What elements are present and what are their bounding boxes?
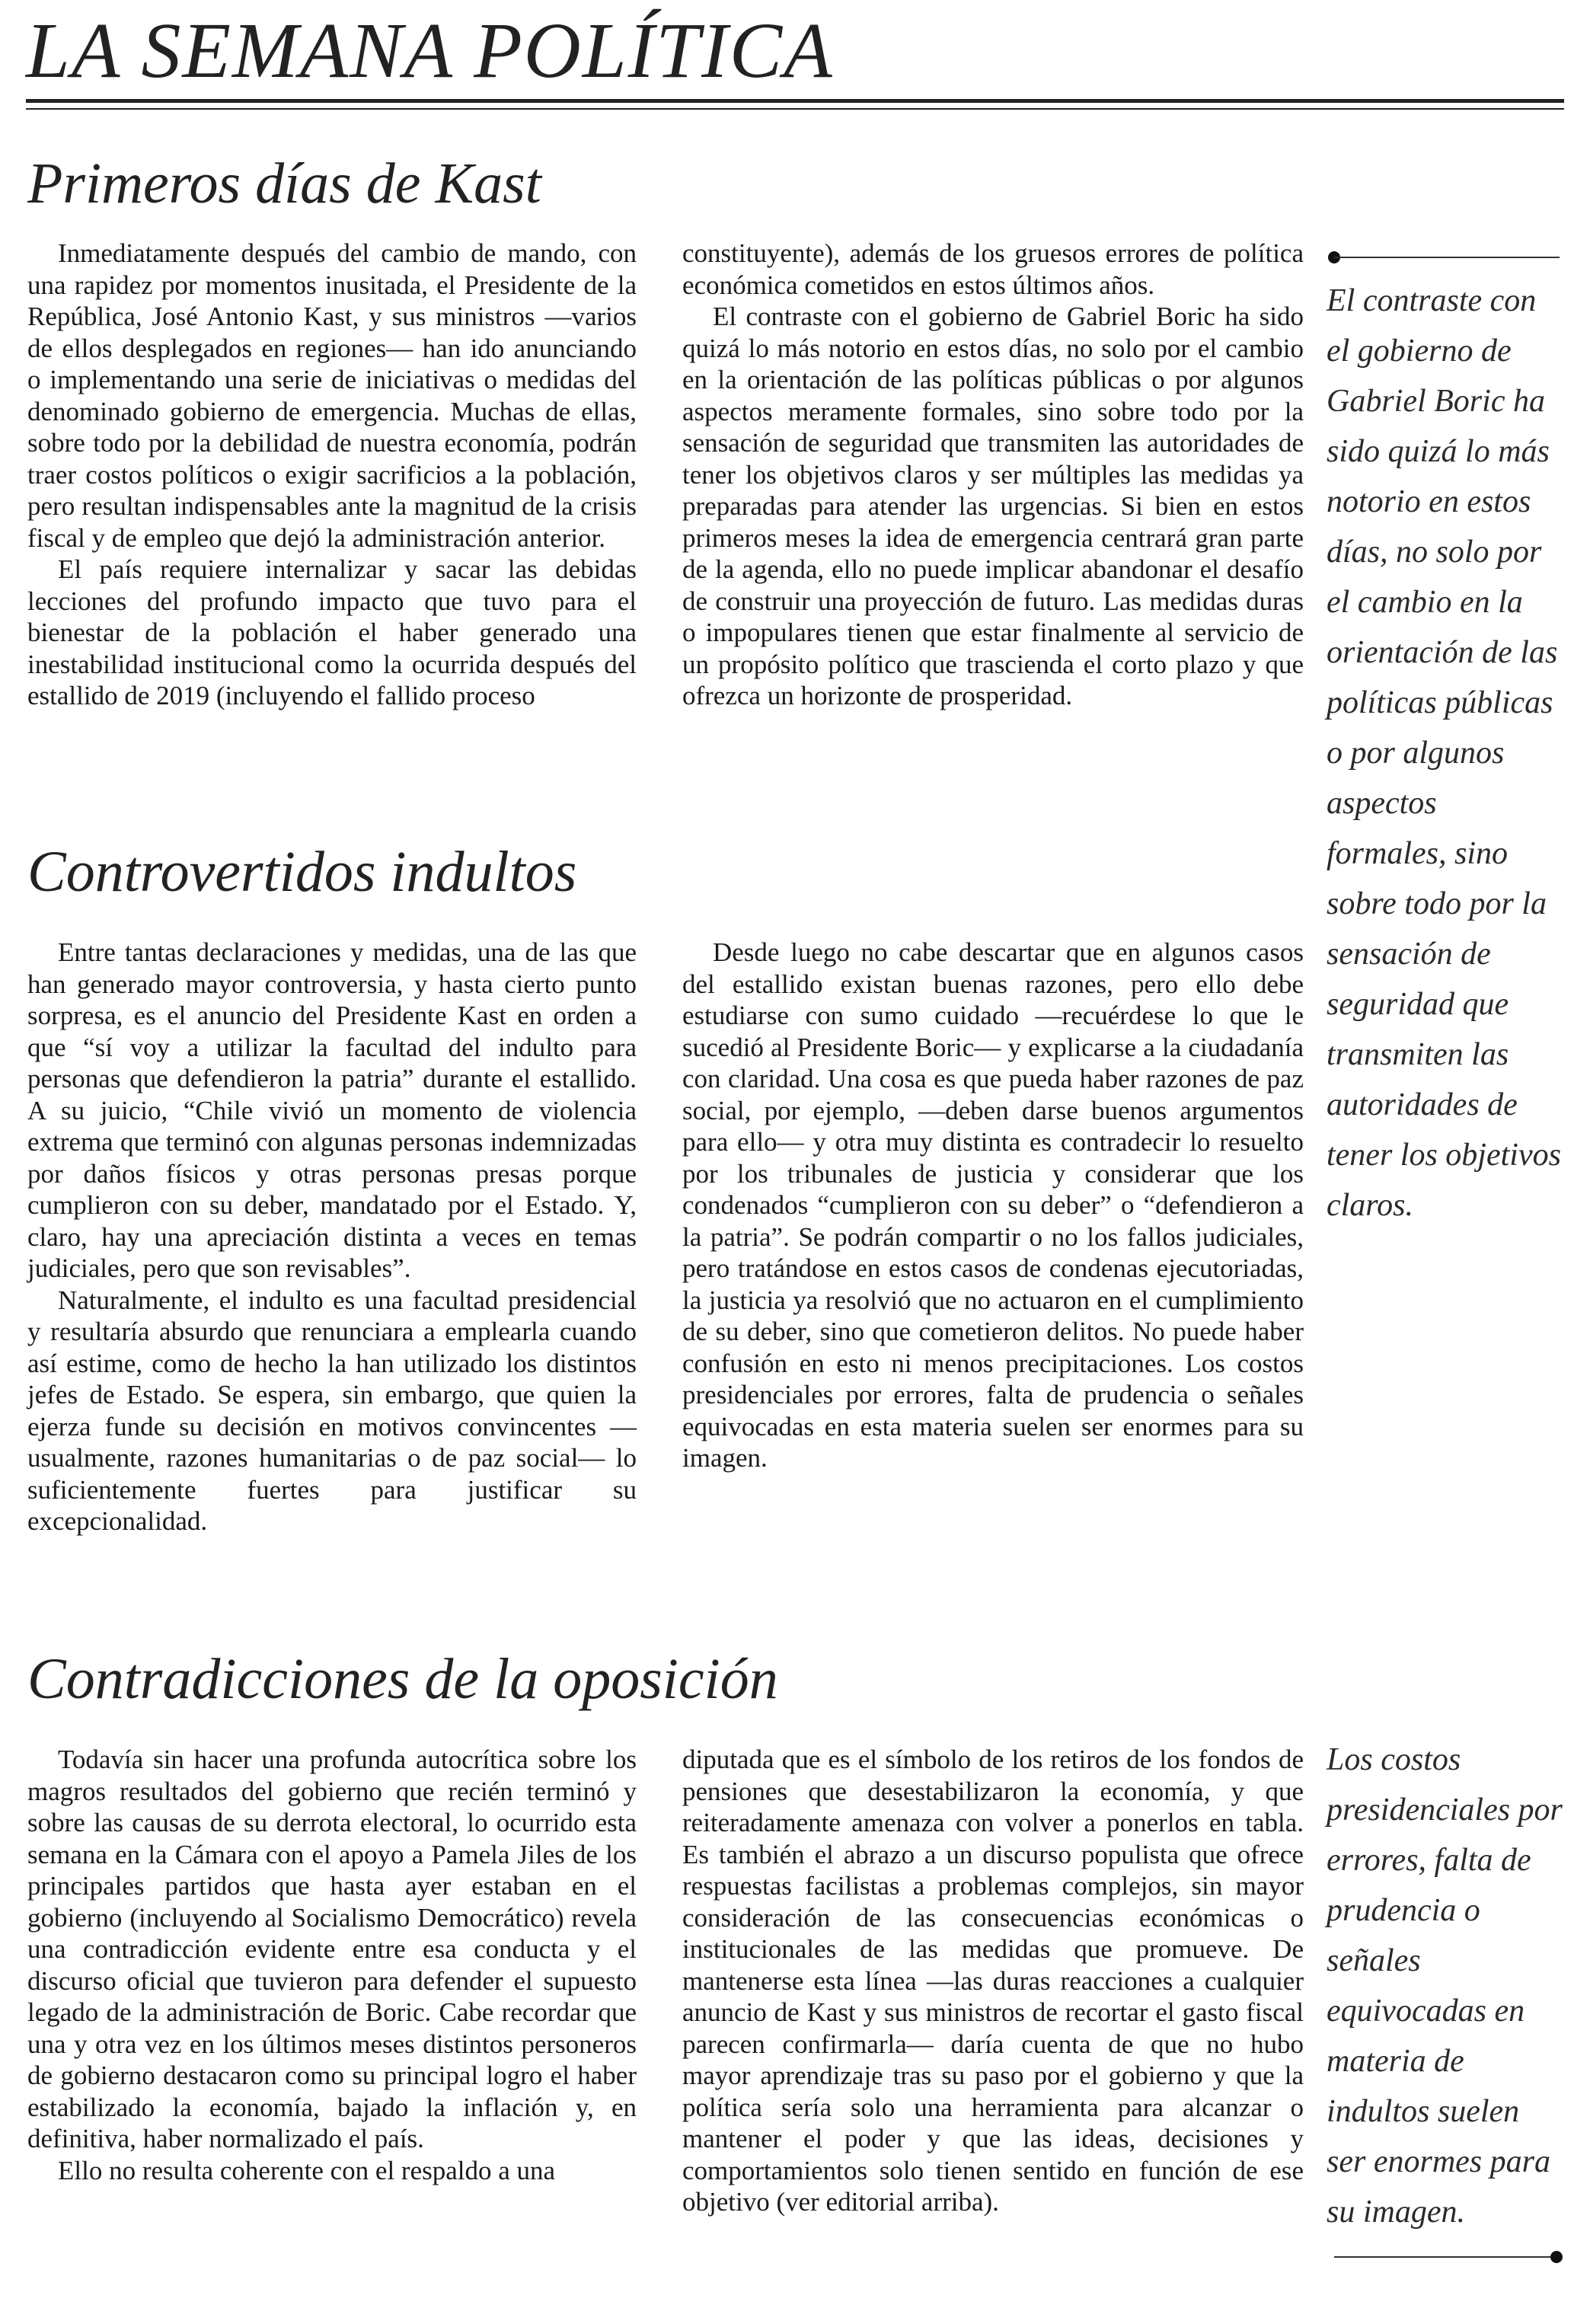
- section3-column-2: [682, 1744, 1304, 2218]
- pull-quote-1: El contraste con el gobierno de Gabriel Boric ha sido quizá lo más notorio en estos días, no solo por el cambio en la orientación de las políticas públicas o por algunos aspectos formales, sino sobre todo por la sensación de seguridad que transmiten las autoridades de tener los objetivos claros.: [1327, 283, 1561, 1223]
- paragraph: Ello no resulta coherente con el respaldo a una: [58, 2155, 556, 2185]
- paragraph: constituyente), además de los gruesos errores de política económica cometidos en estos últimos años.: [682, 238, 1304, 300]
- pull-quote-rule: [1334, 257, 1560, 258]
- section2-column-1: [27, 937, 637, 1537]
- section3-column-1: [27, 1744, 637, 2186]
- paragraph: El contraste con el gobierno de Gabriel Boric ha sido quizá lo más notorio en estos días, no solo por el cambio en la orientación de las políticas públicas o por algunos aspectos meramente formales, sino sobre todo por la sensación de seguridad que transmiten las autoridades de tener los objetivos claros y ser múltiples las medidas ya preparadas para atender las urgencias. Si bien en estos primeros meses la idea de emergencia centrará gran parte de la agenda, ello no puede implicar abandonar el desafío de construir una proyección de futuro. Las medidas duras o impopulares tienen que estar finalmente al servicio de un propósito político que trascienda el corto plazo y que ofrezca un horizonte de prosperidad.: [682, 302, 1304, 710]
- masthead-title: LA SEMANA POLÍTICA: [26, 7, 834, 94]
- bullet-dot-icon: [1550, 2251, 1563, 2263]
- paragraph: Desde luego no cabe descartar que en algunos casos del estallido existan buenas razones, pero ello debe estudiarse con sumo cuidado —recuérdese lo que le sucedió al Presidente Boric— y explicarse a la ciudadanía con claridad. Una cosa es que pueda haber razones de paz social, por ejemplo, —deben darse buenos argumentos para ello— y otra muy distinta es contradecir lo resuelto por los tribunales de justicia y considerar que los condenados “cumplieron con su deber” o “defendieron a la patria”. Se podrán compartir o no los fallos judiciales, pero tratándose en estos casos de condenas ejecutoriadas, la justicia ya resolvió que no actuaron en el cumplimiento de su deber, sino que cometieron delitos. No puede haber confusión en esto ni menos precipitaciones. Los costos presidenciales por errores, falta de prudencia o señales equivocadas en esta materia suelen ser enormes para su imagen.: [682, 937, 1304, 1473]
- paragraph: Naturalmente, el indulto es una facultad presidencial y resultaría absurdo que renunciara a emplearla cuando así estime, como de hecho la han utilizado los distintos jefes de Estado. Se espera, sin embargo, que quien la ejerza funde su decisión en motivos convincentes —usualmente, razones humanitarias o de paz social— lo suficientemente fuertes para justificar su excepcionalidad.: [27, 1285, 637, 1536]
- paragraph: Entre tantas declaraciones y medidas, una de las que han generado mayor controversia, y hasta cierto punto sorpresa, es el anuncio del Presidente Kast en orden a que “sí voy a utilizar la facultad del indulto para personas que defendieron la patria” durante el estallido. A su juicio, “Chile vivió un momento de violencia extrema que terminó con algunas personas indemnizadas por daños físicos y otras personas presas porque cumplieron con su deber, mandatado por el Estado. Y, claro, hay una apreciación distinta a veces en temas judiciales, pero que son revisables”.: [27, 937, 637, 1283]
- paragraph: Todavía sin hacer una profunda autocrítica sobre los magros resultados del gobierno que recién terminó y sobre las causas de su derrota electoral, lo ocurrido esta semana en la Cámara con el apoyo a Pamela Jiles de los principales partidos que hasta ayer estaban en el gobierno (incluyendo al Socialismo Democrático) revela una contradicción evidente entre esa conducta y el discurso oficial que tuvieron para defender el supuesto legado de la administración de Boric. Cabe recordar que una y otra vez en los últimos meses distintos personeros de gobierno destacaron como su principal logro el haber estabilizado la economía, bajado la inflación y, en definitiva, haber normalizado el país.: [27, 1745, 637, 2153]
- section2-column-2: [682, 937, 1304, 1474]
- section1-column-1: [27, 238, 637, 712]
- paragraph: Inmediatamente después del cambio de mando, con una rapidez por momentos inusitada, el Presidente de la República, José Antonio Kast, y sus ministros —varios de ellos desplegados en regiones— han ido anunciando o implementando una serie de iniciativas o medidas del denominado gobierno de emergencia. Muchas de ellas, sobre todo por la debilidad de nuestra economía, podrán traer costos políticos o exigir sacrificios a la población, pero resultan indispensables ante la magnitud de la crisis fiscal y de empleo que dejó la administración anterior.: [27, 238, 637, 553]
- masthead-rule-top: [26, 99, 1564, 103]
- paragraph: El país requiere internalizar y sacar las debidas lecciones del profundo impacto que tuvo para el bienestar de la población el haber generado una inestabilidad institucional como la ocurrida después del estallido de 2019 (incluyendo el fallido proceso: [27, 554, 637, 710]
- pull-quote-2: Los costos presidenciales por errores, falta de prudencia o señales equivocadas en materia de indultos suelen ser enormes para su imagen.: [1327, 1742, 1563, 2230]
- masthead-rule-bottom: [26, 108, 1564, 110]
- masthead: [26, 6, 1564, 96]
- section-title-primeros-dias: Primeros días de Kast: [27, 152, 541, 215]
- section-title-controvertidos-indultos: Controvertidos indultos: [27, 840, 577, 904]
- section1-column-2: [682, 238, 1304, 712]
- section-title-contradicciones-oposicion: Contradicciones de la oposición: [27, 1647, 778, 1711]
- pull-quote-rule: [1334, 2256, 1560, 2258]
- paragraph: diputada que es el símbolo de los retiros de los fondos de pensiones que desestabilizaron la economía, y que reiteradamente amenaza con volver a ponerlos en tabla. Es también el abrazo a un discurso populista que ofrece respuestas facilistas a problemas complejos, sin mayor consideración de las consecuencias económicas o institucionales de las medidas que promueve. De mantenerse esta línea —las duras reacciones a cualquier anuncio de Kast y sus ministros de recortar el gasto fiscal parecen confirmarla— daría cuenta de que no hubo mayor aprendizaje tras su paso por el gobierno y que la política sería solo una herramienta para alcanzar o mantener el poder y que las ideas, decisiones y comportamientos solo tienen sentido en función de ese objetivo (ver editorial arriba).: [682, 1745, 1304, 2217]
